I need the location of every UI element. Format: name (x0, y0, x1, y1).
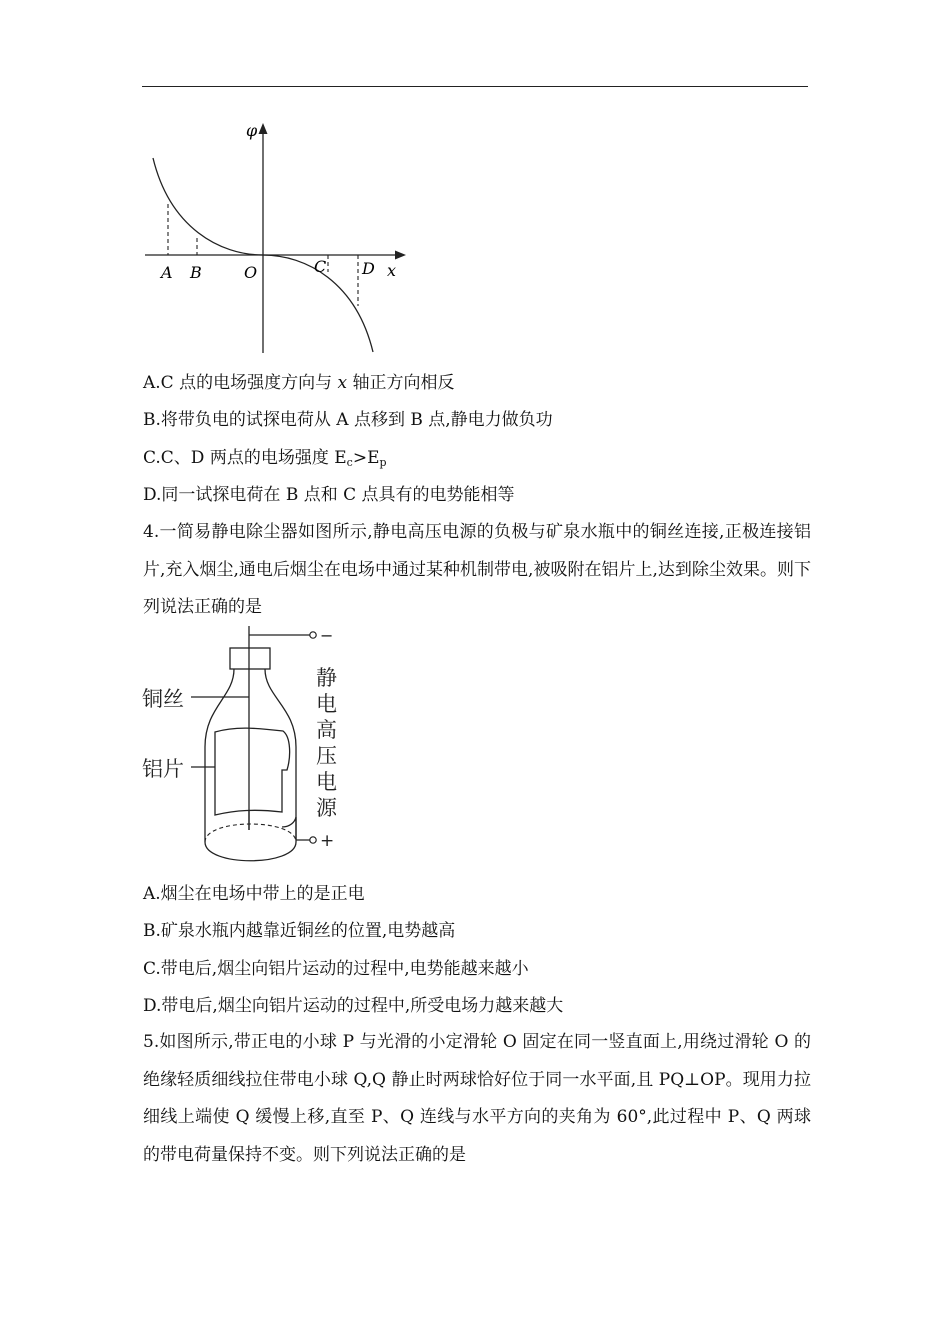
source-char-1: 静 (316, 666, 337, 690)
source-char-5: 电 (316, 770, 337, 794)
potential-graph (140, 118, 420, 358)
q5-stem: 5.如图所示,带正电的小球 P 与光滑的小定滑轮 O 固定在同一竖直面上,用绕过滑轮 O 的绝缘轻质细线拉住带电小球 Q,Q 静止时两球恰好位于同一水平面,且 PQ⊥OP。现用力拉细线上端使 Q 缓慢上移,直至 P、Q 连线与水平方向的夹角为 60°,此过程中 P、Q 两球的带电荷量保持不变。则下列说法正确的是 (143, 1032, 811, 1165)
copper-label: 铜丝 (142, 687, 184, 711)
q4-option-d: D.带电后,烟尘向铝片运动的过程中,所受电场力越来越大 (143, 996, 564, 1016)
point-label-d: D (362, 259, 375, 278)
point-label-c: C (314, 257, 327, 276)
point-label-b: B (190, 263, 202, 282)
source-char-4: 压 (316, 744, 337, 768)
aluminum-label: 铝片 (142, 757, 184, 781)
positive-lead (282, 817, 310, 840)
aluminum-sheet (215, 728, 290, 815)
negative-terminal (310, 632, 316, 638)
header-rule (142, 86, 808, 87)
point-label-o: O (244, 263, 258, 282)
q4-stem: 4.一简易静电除尘器如图所示,静电高压电源的负极与矿泉水瓶中的铜丝连接,正极连接铝片,充入烟尘,通电后烟尘在电场中通过某种机制带电,被吸附在铝片上,达到除尘效果。则下列说法正确的是 (143, 522, 811, 617)
point-label-a: A (161, 263, 173, 282)
q4-option-c: C.带电后,烟尘向铝片运动的过程中,电势能越来越小 (143, 959, 529, 979)
source-char-3: 高 (316, 718, 337, 742)
axis-label-x: x (387, 261, 397, 280)
y-axis-arrow (259, 123, 268, 134)
source-char-6: 源 (316, 796, 337, 820)
x-axis-arrow (395, 251, 406, 260)
q3-option-a: A.C 点的电场强度方向与 x 轴正方向相反 (143, 373, 455, 393)
positive-terminal (310, 837, 316, 843)
axis-label-phi: φ (246, 121, 258, 140)
source-char-2: 电 (316, 692, 337, 716)
q4-option-a: A.烟尘在电场中带上的是正电 (143, 884, 365, 904)
bottle-cap (230, 648, 270, 669)
q3-option-c: C.C、D 两点的电场强度 $E_c>E_p$ (143, 448, 387, 469)
plus-sign: + (320, 831, 335, 851)
q3-option-b: B.将带负电的试探电荷从 A 点移到 B 点,静电力做负功 (143, 410, 553, 430)
dust-collector-figure (138, 622, 378, 874)
bottle-bottom-front (205, 842, 296, 861)
minus-sign: − (320, 626, 334, 645)
q3-option-d: D.同一试探电荷在 B 点和 C 点具有的电势能相等 (143, 485, 515, 505)
q4-option-b: B.矿泉水瓶内越靠近铜丝的位置,电势越高 (143, 921, 456, 941)
